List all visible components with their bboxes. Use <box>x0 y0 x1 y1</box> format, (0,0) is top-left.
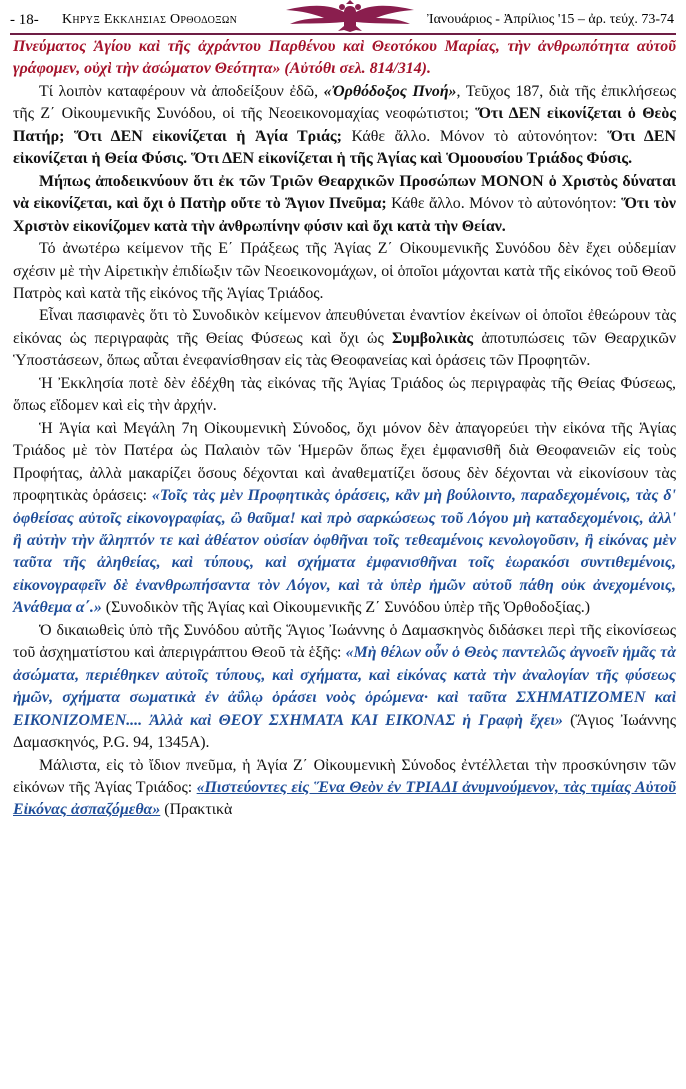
bold-text: Μήπως ἀποδεικνύουν ὅτι ἐκ τῶν Τριῶν Θεαρχικῶν Προσώπων ΜΟΝΟΝ ὁ Χριστὸς δύναται νὰ εἰκονίζεται, καὶ ὄχι ὁ Πατὴρ οὔτε τὸ Ἅγιον Πνεῦμα; <box>13 172 676 213</box>
bold-text: Ὅτι τὸν Χριστὸν εἰκονίζομεν κατὰ τὴν ἀνθρωπίνην φύσιν καὶ ὄχι κατὰ τὴν Θείαν. <box>13 195 676 235</box>
page-number: - 18- <box>10 12 39 28</box>
blue-quote: «Τοῖς τὰς μὲν Προφητικὰς ὁράσεις, κἂν μὴ βούλοιντο, παραδεχομένοις, τὰς δ' ὀφθείσας αὐτοῖς εἰκονογραφίας, ὢ θαῦμα! καὶ πρὸ σαρκώσεως τοῦ Λόγου μὴ καταδεχομένοις, ἀλλ' ἢ αὐτὴν τὴν ἄληπτόν τε καὶ ἀθέατον οὐσίαν ὀφθῆναι τοῖς τεθεαμένοις κενολογοῦσιν, ἢ εἰκόνας μὲν ταῦτα τῆς ἀληθείας, καὶ τύπους, καὶ σχήματα ἐμφανισθῆναι τοῖς ἑωρακόσι συντιθεμένοις, εἰκονογραφεῖν δὲ ἐνανθρωπήσαντα τὸν Λόγον, καὶ τὰ ὑπὲρ ἡμῶν αὐτοῦ πάθη οὐκ ἀνεχομένοις, Ἀνάθεμα α΄.» <box>13 487 676 617</box>
paragraph: Ἡ Ἁγία καὶ Μεγάλη 7η Οἰκουμενικὴ Σύνοδος, ὄχι μόνον δὲν ἀπαγορεύει τὴν εἰκόνα τῆς Ἁγίας Τριάδος μὲ τὸν Πατέρα ὡς Παλαιὸν τῶν Ἡμερῶν ὅπως ἔχει ἐμφανισθῆ διὰ Θεοφανειῶν εἰς τοὺς Προφήτας, ἀλλὰ μακαρίζει ὅσους δέχονται καὶ ἀναθεματίζει ὅσους δὲν δέχονται νὰ εἰκονίσουν τὰς προφητικὰς ὁράσεις: «Τοῖς τὰς μὲν Προφητικὰς ὁράσεις, κἂν μὴ βούλοιντο, παραδεχομένοις, τὰς δ' ὀφθείσας αὐτοῖς εἰκονογραφίας, ὢ θαῦμα! καὶ πρὸ σαρκώσεως τοῦ Λόγου μὴ καταδεχομένοις, ἀλλ' ἢ αὐτὴν τὴν ἄληπτόν τε καὶ ἀθέατον οὐσίαν ὀφθῆναι τοῖς τεθεαμένοις κενολογοῦσιν, ἢ εἰκόνας μὲν ταῦτα τῆς ἀληθείας, καὶ τύπους, καὶ σχήματα ἐμφανισθῆναι τοῖς ἑωρακόσι συντιθεμένοις, εἰκονογραφεῖν δὲ ἐνανθρωπήσαντα τὸν Λόγον, καὶ τὰ ὑπὲρ ἡμῶν αὐτοῦ πάθη οὐκ ἀνεχομένοις, Ἀνάθεμα α΄.» (Συνοδικὸν τῆς Ἁγίας καὶ Οἰκουμενικῆς Ζ΄ Συνόδου ὑπὲρ τῆς Ὀρθοδοξίας.) <box>13 419 676 617</box>
paragraph: Μάλιστα, εἰς τὸ ἴδιον πνεῦμα, ἡ Ἁγία Ζ΄ Οἰκουμενικὴ Σύνοδος ἐντέλλεται τὴν προσκύνησιν τῶν εἰκόνων τῆς Ἁγίας Τριάδος: «Πιστεύοντες εἰς Ἕνα Θεὸν ἐν ΤΡΙΑΔΙ ἀνυμνούμενον, τὰς τιμίας Αὐτοῦ Εἰκόνας ἀσπαζόμεθα» (Πρακτικὰ <box>13 756 676 819</box>
red-quote: Πνεύματος Ἁγίου καὶ τῆς ἀχράντου Παρθένου καὶ Θεοτόκου Μαρίας, τὴν ἀνθρωπότητα αὐτοῦ γράφομεν, οὐχὶ τὴν ἀσώματον Θεότητα» (Αὐτόθι σελ. 814/314). <box>13 38 676 78</box>
paragraph: Ὁ δικαιωθεὶς ὑπὸ τῆς Συνόδου αὐτῆς Ἅγιος Ἰωάννης ὁ Δαμασκηνὸς διδάσκει περὶ τῆς εἰκονίσεως τοῦ ἀσχηματίστου καὶ ἀπεριγράπτου Θεοῦ τὰ ἑξῆς: «Μὴ θέλων οὖν ὁ Θεὸς παντελῶς ἀγνοεῖν ἡμᾶς τὰ ἀσώματα, περιέθηκεν αὐτοῖς τύπους, καὶ σχήματα, καὶ εἰκόνας κατὰ τὴν ἀναλογίαν τῆς φύσεως ἡμῶν, σχήματα σωματικὰ ἐν ἀΰλῳ ὁράσει νοὸς ὁρώμενα· καὶ ταῦτα ΣΧΗΜΑΤΙΖΟΜΕΝ καὶ ΕΙΚΟΝΙΖΟΜΕΝ.... Ἀλλὰ καὶ ΘΕΟΥ ΣΧΗΜΑΤΑ ΚΑΙ ΕΙΚΟΝΑΣ ἡ Γραφὴ ἔχει» (Ἅγιος Ἰωάννης Δαμασκηνός, P.G. 94, 1345A). <box>13 621 676 752</box>
paragraph: Ἡ Ἐκκλησία ποτὲ δὲν ἐδέχθη τὰς εἰκόνας τῆς Ἁγίας Τριάδος ὡς περιγραφὰς τῆς Θείας Φύσεως, ὅπως εἴδομεν καὶ εἰς τὴν ἀρχήν. <box>13 374 676 415</box>
bold-text: Ὅτι ΔΕΝ εἰκονίζεται ἡ Θεία Φύσις. Ὅτι ΔΕΝ εἰκονίζεται ἡ τῆς Ἁγίας καὶ Ὁμοουσίου Τριάδος Φύσις. <box>13 127 676 168</box>
bold-text: Ὅτι ΔΕΝ εἰκονίζεται ὁ Θεὸς Πατήρ; Ὅτι ΔΕΝ εἰκονίζεται ἡ Ἁγία Τριάς; <box>13 105 676 145</box>
paragraph: Μήπως ἀποδεικνύουν ὅτι ἐκ τῶν Τριῶν Θεαρχικῶν Προσώπων ΜΟΝΟΝ ὁ Χριστὸς δύναται νὰ εἰκονίζεται, καὶ ὄχι ὁ Πατὴρ οὔτε τὸ Ἅγιον Πνεῦμα; Κάθε ἄλλο. Μόνον τὸ αὐτονόητον: Ὅτι τὸν Χριστὸν εἰκονίζομεν κατὰ τὴν ἀνθρωπίνην φύσιν καὶ ὄχι κατὰ τὴν Θείαν. <box>13 172 676 235</box>
article-body <box>13 36 676 822</box>
bold-text: Συμβολικὰς <box>392 329 474 347</box>
blue-underlined-quote: «Πιστεύοντες εἰς Ἕνα Θεὸν ἐν ΤΡΙΑΔΙ ἀνυμνούμενον, τὰς τιμίας Αὐτοῦ Εἰκόνας ἀσπαζόμεθα» <box>13 778 676 819</box>
issue-info: Ἰανουάριος - Ἀπρίλιος '15 – ἀρ. τεύχ. 73-74 <box>427 12 674 27</box>
paragraph: Τό ἀνωτέρω κείμενον τῆς Ε΄ Πράξεως τῆς Ἁγίας Ζ΄ Οἰκουμενικῆς Συνόδου δὲν ἔχει οὐδεμίαν σχέσιν μὲ τὴν Αἱρετικὴν ἐπιδίωξιν τῶν Νεοεικονομάχων, οἱ ὁποῖοι μάχονται κατὰ τῆς εἰκόνος τοῦ Θεοῦ Πατρὸς καὶ κατὰ τῆς εἰκόνος τῆς Ἁγίας Τριάδος. <box>13 240 676 302</box>
journal-title: Κηρυξ Εκκλησιας Ορθοδοξων <box>62 12 238 27</box>
journal-name-quote: «Ὀρθόδοξος Πνοή» <box>323 82 457 100</box>
blue-quote: «Μὴ θέλων οὖν ὁ Θεὸς παντελῶς ἀγνοεῖν ἡμᾶς τὰ ἀσώματα, περιέθηκεν αὐτοῖς τύπους, καὶ σχήματα, καὶ εἰκόνας κατὰ τὴν ἀναλογίαν τῆς φύσεως ἡμῶν, σχήματα σωματικὰ ἐν ἀΰλῳ ὁράσει νοὸς ὁρώμενα· καὶ ταῦτα ΣΧΗΜΑΤΙΖΟΜΕΝ καὶ ΕΙΚΟΝΙΖΟΜΕΝ.... Ἀλλὰ καὶ ΘΕΟΥ ΣΧΗΜΑΤΑ ΚΑΙ ΕΙΚΟΝΑΣ ἡ Γραφὴ ἔχει» <box>13 644 676 729</box>
paragraph: Εἶναι πασιφανὲς ὅτι τὸ Συνοδικὸν κείμενον ἀπευθύνεται ἐναντίον ἐκείνων οἱ ὁποῖοι ἐθεώρουν τὰς εἰκόνας ὡς περιγραφὰς τῆς Θείας Φύσεως καὶ ὄχι ὡς Συμβολικὰς ἀποτυπώσεις τῶν Θεαρχικῶν Ὑποστάσεων, ὅπως αὗται ἐνεφανίσθησαν εἰς τὰς Θεοφανείας καὶ ὁράσεις τῶν Προφητῶν. <box>13 307 677 370</box>
paragraph: Τί λοιπὸν καταφέρουν νὰ ἀποδείξουν ἐδῶ, «Ὀρθόδοξος Πνοή», Τεῦχος 187, διὰ τῆς ἐπικλήσεως τῆς Ζ΄ Οἰκουμενικῆς Συνόδου, οἱ τῆς Νεοεικονομαχίας νεοφώτιστοι; Ὅτι ΔΕΝ εἰκονίζεται ὁ Θεὸς Πατήρ; Ὅτι ΔΕΝ εἰκονίζεται ἡ Ἁγία Τριάς; Κάθε ἄλλο. Μόνον τὸ αὐτονόητον: Ὅτι ΔΕΝ εἰκονίζεται ἡ Θεία Φύσις. Ὅτι ΔΕΝ εἰκονίζεται ἡ τῆς Ἁγίας καὶ Ὁμοουσίου Τριάδος Φύσις. <box>13 82 676 168</box>
paragraph-continued-quote <box>13 36 676 81</box>
